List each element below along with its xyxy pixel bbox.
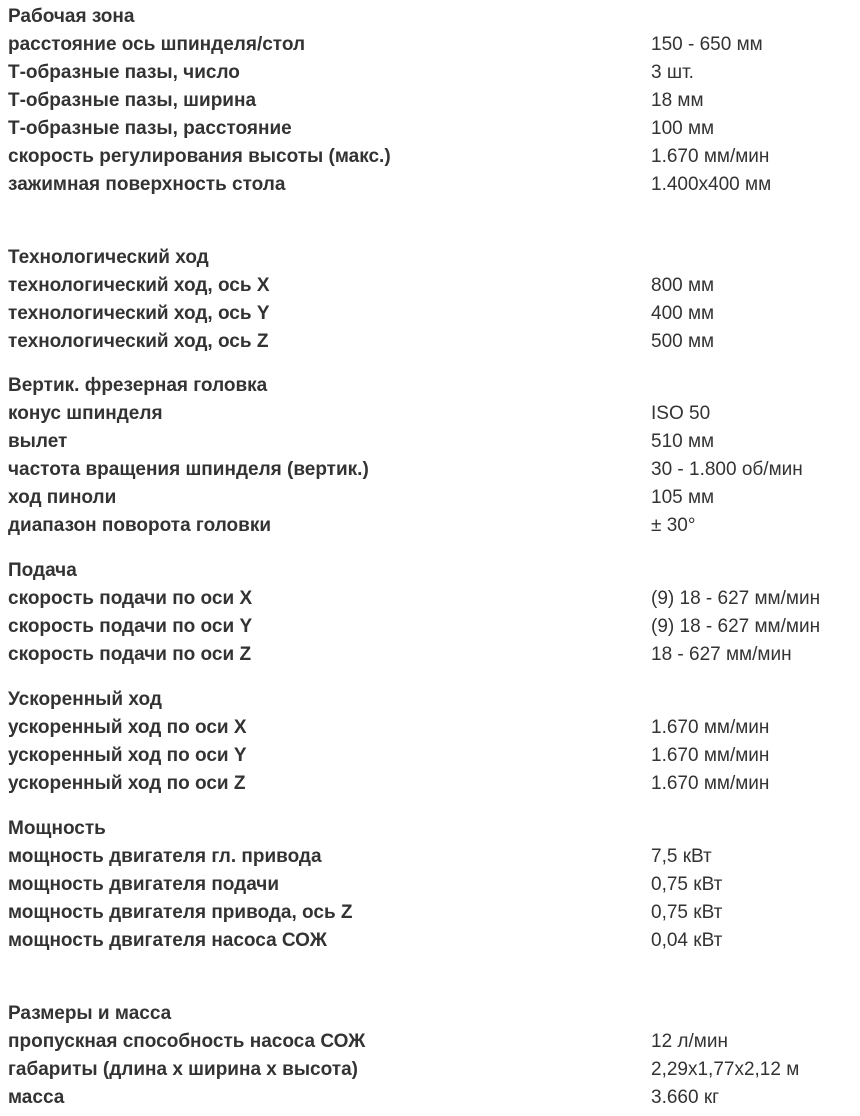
spec-label: мощность двигателя гл. привода [8, 846, 322, 867]
spec-value: 400 мм [651, 303, 715, 324]
spec-row [0, 772, 860, 800]
spec-value: 500 мм [651, 331, 715, 352]
section-title-power: Мощность [8, 818, 106, 839]
spec-row [0, 845, 860, 873]
section-title-travel: Технологический ход [8, 247, 209, 268]
spec-label: диапазон поворота головки [8, 515, 272, 536]
spec-row [0, 302, 860, 330]
spec-label: мощность двигателя подачи [8, 874, 280, 895]
spec-row [0, 61, 860, 89]
spec-value: 3 шт. [651, 62, 694, 83]
spec-label: технологический ход, ось Y [8, 303, 270, 324]
spec-row [0, 486, 860, 514]
spec-row [0, 89, 860, 117]
spec-value: 0,75 кВт [651, 874, 723, 895]
spec-label: зажимная поверхность стола [8, 174, 286, 195]
spec-label: ускоренный ход по оси Z [8, 773, 246, 794]
spec-label: скорость регулирования высоты (макс.) [8, 146, 391, 167]
spec-label: ускоренный ход по оси Y [8, 745, 247, 766]
spec-row [0, 330, 860, 358]
section-title-dimensions-weight: Размеры и масса [8, 1003, 172, 1024]
spec-label: масса [8, 1087, 65, 1108]
spec-value: 1.670 мм/мин [651, 745, 770, 766]
spec-label: Т-образные пазы, число [8, 62, 240, 83]
spec-value: 30 - 1.800 об/мин [651, 459, 803, 480]
section-title-work-area: Рабочая зона [8, 6, 135, 27]
spec-label: мощность двигателя насоса СОЖ [8, 930, 327, 951]
spec-value: 105 мм [651, 487, 715, 508]
spec-value: 0,75 кВт [651, 902, 723, 923]
spec-row [0, 587, 860, 615]
spec-label: расстояние ось шпинделя/стол [8, 34, 306, 55]
spec-row [0, 514, 860, 542]
spec-label: частота вращения шпинделя (вертик.) [8, 459, 369, 480]
spec-row [0, 643, 860, 671]
spec-row [0, 744, 860, 772]
spec-row [0, 33, 860, 61]
spec-row [0, 458, 860, 486]
spec-value: 7,5 кВт [651, 846, 712, 867]
spec-label: ускоренный ход по оси X [8, 717, 247, 738]
spec-row [0, 145, 860, 173]
spec-row [0, 929, 860, 957]
spec-row [0, 1058, 860, 1086]
spec-label: Т-образные пазы, ширина [8, 90, 257, 111]
spec-row [0, 901, 860, 929]
spec-value: 800 мм [651, 275, 715, 296]
spec-label: пропускная способность насоса СОЖ [8, 1031, 366, 1052]
spec-row [0, 716, 860, 744]
section-title-rapid-traverse: Ускоренный ход [8, 689, 162, 710]
section-title-milling-head: Вертик. фрезерная головка [8, 375, 268, 396]
spec-value: 1.670 мм/мин [651, 773, 770, 794]
spec-label: технологический ход, ось X [8, 275, 270, 296]
spec-row [0, 117, 860, 145]
spec-value: 12 л/мин [651, 1031, 728, 1052]
spec-value: (9) 18 - 627 мм/мин [651, 616, 821, 637]
spec-value: 18 - 627 мм/мин [651, 644, 792, 665]
spec-row [0, 430, 860, 458]
spec-value: 150 - 650 мм [651, 34, 763, 55]
spec-row [0, 274, 860, 302]
spec-label: ход пиноли [8, 487, 117, 508]
spec-label: вылет [8, 431, 68, 452]
spec-label: скорость подачи по оси X [8, 588, 253, 609]
spec-value: 2,29x1,77x2,12 м [651, 1059, 800, 1080]
spec-label: скорость подачи по оси Y [8, 616, 253, 637]
spec-label: габариты (длина x ширина x высота) [8, 1059, 358, 1080]
spec-row [0, 1030, 860, 1058]
spec-value: (9) 18 - 627 мм/мин [651, 588, 821, 609]
spec-value: 1.400х400 мм [651, 174, 772, 195]
spec-value: ± 30° [651, 515, 696, 536]
spec-row [0, 1086, 860, 1114]
spec-label: Т-образные пазы, расстояние [8, 118, 292, 139]
section-title-feed: Подача [8, 560, 77, 581]
spec-value: 1.670 мм/мин [651, 717, 770, 738]
spec-value: 3.660 кг [651, 1087, 720, 1108]
spec-value: 18 мм [651, 90, 704, 111]
spec-value: 1.670 мм/мин [651, 146, 770, 167]
spec-row [0, 402, 860, 430]
spec-label: конус шпинделя [8, 403, 163, 424]
spec-label: скорость подачи по оси Z [8, 644, 252, 665]
spec-label: мощность двигателя привода, ось Z [8, 902, 353, 923]
spec-value: 0,04 кВт [651, 930, 723, 951]
spec-label: технологический ход, ось Z [8, 331, 269, 352]
spec-value: 100 мм [651, 118, 715, 139]
spec-row [0, 873, 860, 901]
spec-value: 510 мм [651, 431, 715, 452]
spec-row [0, 173, 860, 201]
spec-value: ISO 50 [651, 403, 711, 424]
spec-row [0, 615, 860, 643]
